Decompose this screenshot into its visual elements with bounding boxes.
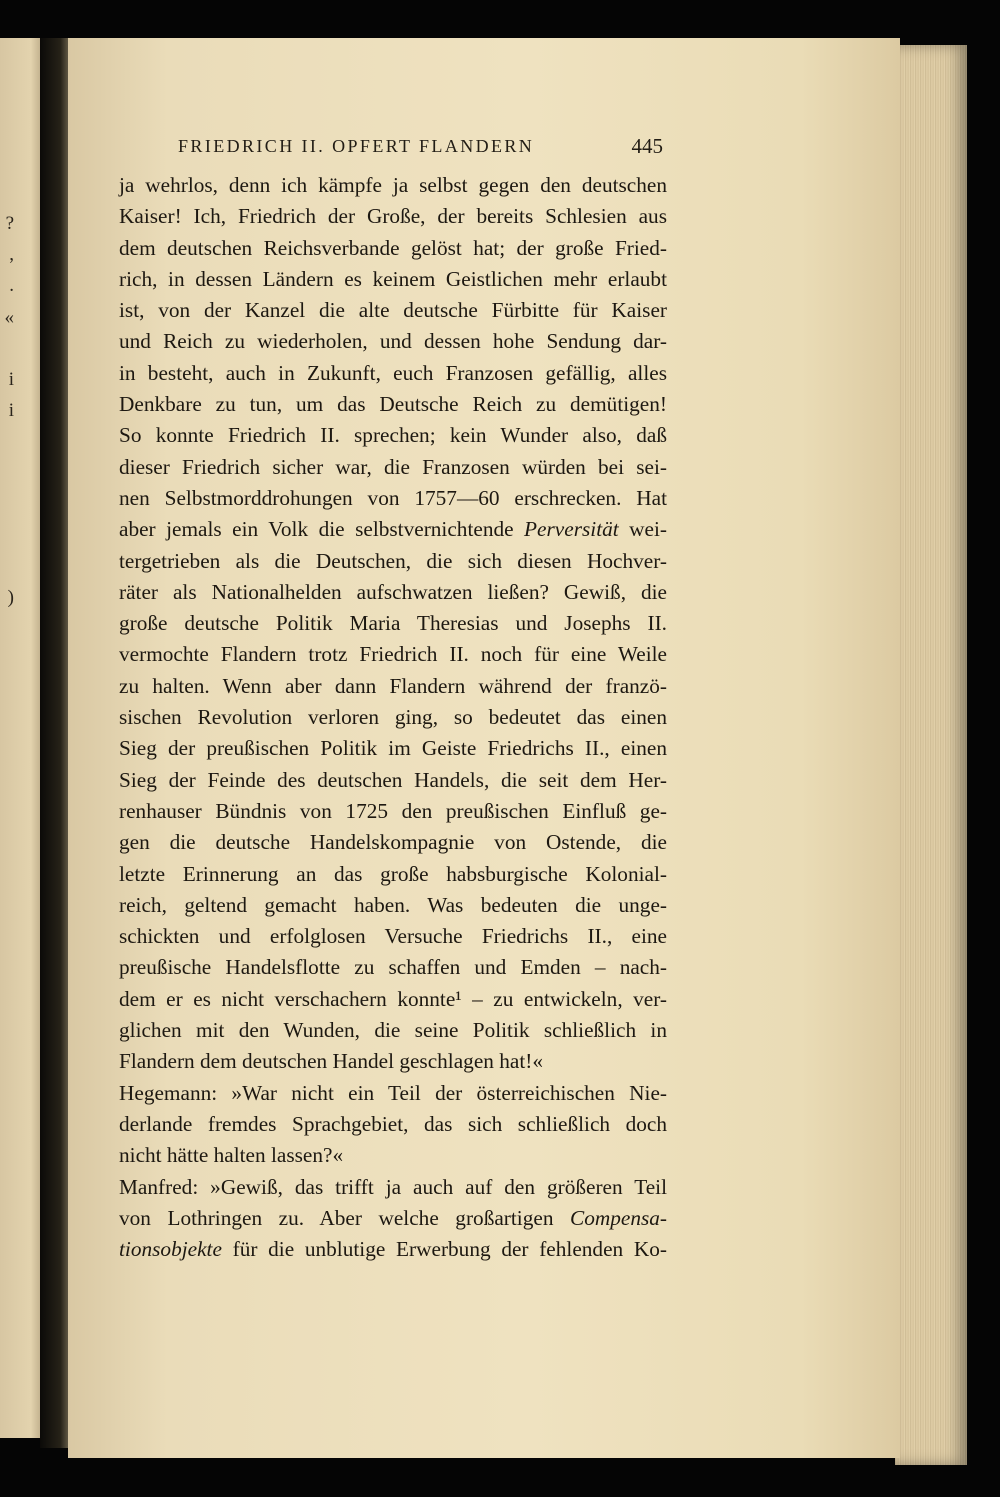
text-run: zu halten. Wenn aber dann Flandern während der franzö- bbox=[119, 673, 667, 698]
left-page-mark bbox=[0, 1331, 14, 1362]
text-run: wei- bbox=[618, 517, 667, 542]
left-page-mark bbox=[0, 520, 14, 551]
text-line bbox=[119, 827, 667, 858]
text-run: sischen Revolution verloren ging, so bedeutet das einen bbox=[119, 705, 667, 730]
left-page-mark bbox=[0, 489, 14, 520]
text-run: Manfred: »Gewiß, das trifft ja auch auf den größeren Teil bbox=[119, 1174, 667, 1199]
text-run: Denkbare zu tun, um das Deutsche Reich zu demütigen! bbox=[119, 392, 667, 417]
left-page-mark bbox=[0, 426, 14, 457]
left-page-mark bbox=[0, 1300, 14, 1331]
left-facing-page bbox=[0, 38, 44, 1438]
text-run: große deutsche Politik Maria Theresias und Josephs II. bbox=[119, 611, 667, 636]
text-line bbox=[119, 201, 667, 232]
italic-term: Perversität bbox=[524, 517, 619, 542]
text-line bbox=[119, 671, 667, 702]
left-page-mark: ? bbox=[5, 213, 14, 234]
left-page-mark bbox=[0, 988, 14, 1019]
text-line bbox=[119, 546, 667, 577]
running-head bbox=[178, 136, 663, 162]
left-page-mark bbox=[0, 1237, 14, 1268]
text-run: derlande fremdes Sprachgebiet, das sich schließlich doch bbox=[119, 1111, 667, 1136]
text-line bbox=[119, 1140, 667, 1171]
left-page-mark: « bbox=[4, 306, 14, 328]
left-page-mark bbox=[0, 551, 14, 582]
left-page-mark bbox=[0, 1081, 14, 1112]
text-run: räter als Nationalhelden aufschwatzen ließen? Gewiß, die bbox=[119, 579, 667, 604]
text-run: vermochte Flandern trotz Friedrich II. noch für eine Weile bbox=[119, 642, 667, 667]
text-line bbox=[119, 796, 667, 827]
left-page-mark bbox=[0, 769, 14, 800]
left-page-mark bbox=[0, 1268, 14, 1299]
text-line bbox=[119, 608, 667, 639]
text-run: schickten und erfolglosen Versuche Friedrichs II., eine bbox=[119, 924, 667, 949]
body-text bbox=[119, 170, 667, 1265]
text-line bbox=[119, 170, 667, 201]
text-line bbox=[119, 295, 667, 326]
left-page-mark bbox=[0, 925, 14, 956]
text-run: ist, von der Kanzel die alte deutsche Fürbitte für Kaiser bbox=[119, 298, 667, 323]
left-page-mark: i bbox=[8, 400, 14, 422]
left-page-mark bbox=[0, 1175, 14, 1206]
text-line bbox=[119, 984, 667, 1015]
text-line bbox=[119, 952, 667, 983]
left-page-mark bbox=[0, 832, 14, 863]
text-run: dieser Friedrich sicher war, die Franzosen würden bei sei- bbox=[119, 454, 667, 479]
text-line bbox=[119, 1109, 667, 1140]
text-line bbox=[119, 233, 667, 264]
text-run: Flandern dem deutschen Handel geschlagen hat!« bbox=[119, 1049, 544, 1074]
text-run: ja wehrlos, denn ich kämpfe ja selbst gegen den deutschen bbox=[119, 173, 667, 197]
left-page-mark: ) bbox=[7, 587, 14, 609]
left-page-mark bbox=[0, 333, 14, 364]
text-run: nicht hätte halten lassen?« bbox=[119, 1143, 344, 1168]
text-line bbox=[119, 389, 667, 420]
text-line bbox=[119, 890, 667, 921]
text-run: glichen mit den Wunden, die seine Politik schließlich in bbox=[119, 1018, 667, 1043]
text-run: und Reich zu wiederholen, und dessen hohe Sendung dar- bbox=[119, 329, 667, 354]
left-page-mark bbox=[0, 801, 14, 832]
text-run: letzte Erinnerung an das große habsburgische Kolonial- bbox=[119, 861, 667, 886]
text-line bbox=[119, 639, 667, 670]
left-page-mark bbox=[0, 1112, 14, 1143]
text-run: tergetrieben als die Deutschen, die sich diesen Hochver- bbox=[119, 548, 667, 573]
text-run: gen die deutsche Handelskompagnie von Ostende, die bbox=[119, 830, 667, 855]
text-run: rich, in dessen Ländern es keinem Geistlichen mehr erlaubt bbox=[119, 266, 667, 291]
italic-term: Compensa- bbox=[569, 1205, 667, 1230]
left-page-mark bbox=[0, 863, 14, 894]
text-line bbox=[119, 1078, 667, 1109]
text-line bbox=[119, 452, 667, 483]
text-line bbox=[119, 733, 667, 764]
left-page-mark bbox=[0, 957, 14, 988]
text-run: reich, geltend gemacht haben. Was bedeuten die unge- bbox=[119, 892, 667, 917]
left-page-mark: i bbox=[8, 368, 14, 390]
text-run: für die unblutige Erwerbung der fehlenden Ko- bbox=[221, 1237, 667, 1262]
page-number: 445 bbox=[631, 134, 663, 158]
text-run: dem deutschen Reichsverbande gelöst hat; der große Fried- bbox=[119, 235, 667, 260]
left-page-mark bbox=[0, 1144, 14, 1175]
left-page-mark bbox=[0, 1019, 14, 1050]
text-line bbox=[119, 1203, 667, 1234]
text-run: Kaiser! Ich, Friedrich der Große, der bereits Schlesien aus bbox=[119, 204, 667, 229]
text-run: So konnte Friedrich II. sprechen; kein Wunder also, daß bbox=[119, 423, 667, 448]
text-line bbox=[119, 702, 667, 733]
left-page-mark bbox=[0, 894, 14, 925]
left-page-mark bbox=[0, 1206, 14, 1237]
left-page-line-ends bbox=[0, 208, 14, 1362]
text-line bbox=[119, 765, 667, 796]
text-run: renhauser Bündnis von 1725 den preußischen Einfluß ge- bbox=[119, 798, 667, 823]
text-run: Sieg der preußischen Politik im Geiste Friedrichs II., einen bbox=[119, 736, 667, 761]
text-line bbox=[119, 1172, 667, 1203]
text-line bbox=[119, 921, 667, 952]
italic-term: tionsobjekte bbox=[119, 1237, 222, 1262]
running-head-title: FRIEDRICH II. OPFERT FLANDERN bbox=[178, 136, 535, 156]
text-line bbox=[119, 483, 667, 514]
left-page-mark bbox=[0, 613, 14, 644]
page-block-edge bbox=[895, 45, 967, 1465]
text-run: dem er es nicht verschachern konnte¹ – zu entwickeln, ver- bbox=[119, 986, 667, 1011]
left-page-mark bbox=[0, 1050, 14, 1081]
text-line bbox=[119, 577, 667, 608]
text-run: nen Selbstmorddrohungen von 1757—60 erschrecken. Hat bbox=[119, 485, 667, 510]
left-page-mark bbox=[0, 676, 14, 707]
text-line bbox=[119, 1234, 667, 1265]
left-page-mark bbox=[0, 645, 14, 676]
text-run: preußische Handelsflotte zu schaffen und Emden – nach- bbox=[119, 955, 667, 980]
text-line bbox=[119, 514, 667, 545]
text-line bbox=[119, 420, 667, 451]
left-page-mark bbox=[0, 738, 14, 769]
text-run: Hegemann: »War nicht ein Teil der österreichischen Nie- bbox=[119, 1080, 667, 1105]
text-run: aber jemals ein Volk die selbstvernichtende bbox=[119, 517, 525, 542]
text-line bbox=[119, 326, 667, 357]
text-line bbox=[119, 358, 667, 389]
text-line bbox=[119, 264, 667, 295]
left-page-mark: . bbox=[9, 275, 14, 297]
text-line bbox=[119, 1046, 667, 1077]
left-page-mark bbox=[0, 707, 14, 738]
left-page-mark: , bbox=[9, 244, 14, 266]
text-run: in besteht, auch in Zukunft, euch Franzosen gefällig, alles bbox=[119, 360, 667, 385]
text-line bbox=[119, 1015, 667, 1046]
text-line bbox=[119, 859, 667, 890]
text-run: Sieg der Feinde des deutschen Handels, die seit dem Her- bbox=[119, 767, 667, 792]
left-page-mark bbox=[0, 458, 14, 489]
text-run: von Lothringen zu. Aber welche großartigen bbox=[119, 1205, 570, 1230]
